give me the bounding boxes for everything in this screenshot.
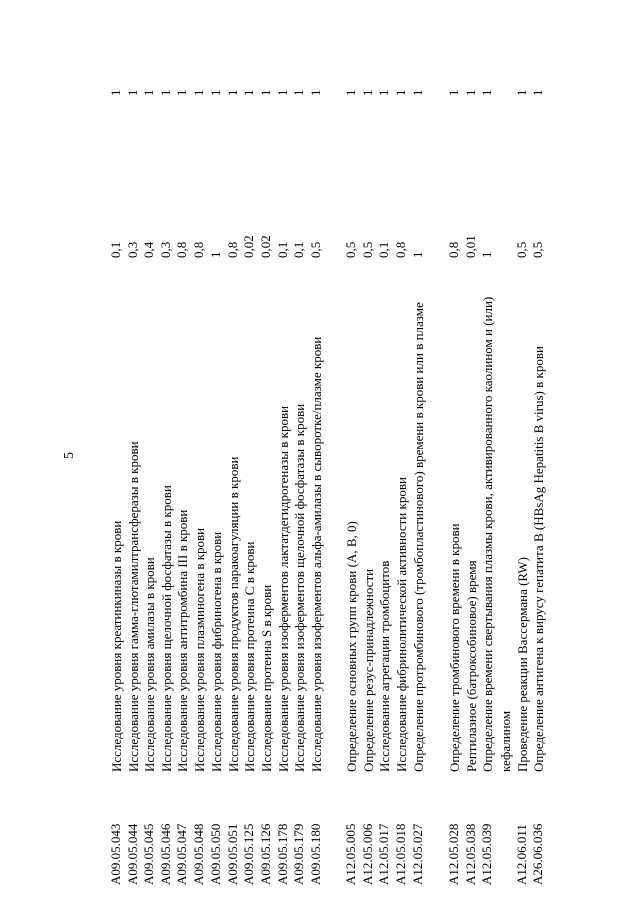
- service-name: Определение основных групп крови (A, B, 0): [344, 521, 359, 772]
- service-name: Проведение реакции Вассермана (RW): [515, 557, 530, 772]
- service-name: Определение протромбинового (тромбопластинового) времени в крови или в плазме: [411, 302, 426, 772]
- service-code: A09.05.044: [125, 823, 140, 885]
- multiplicity-value: 1: [208, 89, 223, 96]
- service-code: A09.05.180: [308, 823, 323, 885]
- frequency-value: 0,8: [225, 241, 240, 258]
- service-code: A09.05.046: [158, 823, 173, 885]
- frequency-value: 0,5: [514, 241, 529, 258]
- service-name: Исследование уровня плазминогена в крови: [192, 527, 207, 772]
- multiplicity-value: 1: [463, 89, 478, 96]
- frequency-value: 0,3: [158, 241, 173, 258]
- frequency-value: 0,5: [530, 241, 545, 258]
- frequency-value: 1: [479, 251, 494, 258]
- service-name: Определение антигена к вирусу гепатита B (HBsAg Hepatitis B virus) в крови: [531, 346, 546, 772]
- service-code: A12.05.006: [360, 823, 375, 885]
- service-name: Исследование уровня антитромбина III в крови: [175, 509, 190, 772]
- frequency-value: 1: [208, 251, 223, 258]
- service-name: Рептилазное (батроксобиновое) время: [464, 560, 479, 772]
- service-name: Исследование уровня изоферментов щелочной фосфатазы в крови: [292, 403, 307, 772]
- service-name: Исследование уровня креатинкиназы в крови: [109, 520, 124, 772]
- service-name: Определение резус-принадлежности: [361, 568, 376, 772]
- frequency-value: 0,8: [191, 241, 206, 258]
- service-code: A12.06.011: [514, 824, 529, 885]
- multiplicity-value: 1: [343, 89, 358, 96]
- multiplicity-value: 1: [291, 89, 306, 96]
- frequency-value: 0,1: [275, 241, 290, 258]
- multiplicity-value: 1: [125, 89, 140, 96]
- service-name: Исследование уровня фибриногена в крови: [209, 531, 224, 772]
- frequency-value: 0,8: [174, 241, 189, 258]
- service-code: A12.05.005: [343, 823, 358, 885]
- multiplicity-value: 1: [479, 89, 494, 96]
- service-code: A09.05.179: [291, 823, 306, 885]
- frequency-value: 0,02: [241, 235, 256, 258]
- multiplicity-value: 1: [446, 89, 461, 96]
- multiplicity-value: 1: [141, 89, 156, 96]
- multiplicity-value: 1: [241, 89, 256, 96]
- service-code: A12.05.039: [479, 823, 494, 885]
- frequency-value: 0,1: [291, 241, 306, 258]
- service-name: Исследование уровня амилазы в крови: [142, 557, 157, 772]
- multiplicity-value: 1: [108, 89, 123, 96]
- service-name: Исследование агрегации тромбоцитов: [377, 560, 392, 772]
- service-code: A12.05.017: [376, 823, 391, 885]
- service-name: Исследование фибринолитической активности крови: [394, 477, 409, 772]
- service-code: A09.05.126: [258, 823, 273, 885]
- multiplicity-value: 1: [360, 89, 375, 96]
- service-name: Исследование уровня изоферментов лактатдегидрогеназы в крови: [276, 405, 291, 772]
- service-code: A12.05.018: [393, 823, 408, 885]
- frequency-value: 0,1: [376, 241, 391, 258]
- service-code: A09.05.050: [208, 823, 223, 885]
- service-code: A12.05.027: [410, 823, 425, 885]
- frequency-value: 0,8: [446, 241, 461, 258]
- service-name: Исследование уровня гамма-глютамилтрансферазы в крови: [126, 441, 141, 772]
- multiplicity-value: 1: [174, 89, 189, 96]
- service-name: Определение тромбинового времени в крови: [447, 523, 462, 772]
- service-name: Исследование уровня протеина C в крови: [242, 541, 257, 772]
- service-code: A12.05.028: [446, 823, 461, 885]
- multiplicity-value: 1: [308, 89, 323, 96]
- frequency-value: 0,4: [141, 241, 156, 258]
- service-name: Исследование уровня изоферментов альфа-амилазы в сыворотке/плазме крови: [309, 336, 324, 772]
- service-code: A09.05.051: [225, 823, 240, 885]
- frequency-value: 0,8: [393, 241, 408, 258]
- frequency-value: 0,5: [360, 241, 375, 258]
- service-name: Исследование уровня продуктов паракоагуляции в крови: [226, 456, 241, 772]
- frequency-value: 1: [410, 251, 425, 258]
- service-code: A26.06.036: [530, 823, 545, 885]
- multiplicity-value: 1: [393, 89, 408, 96]
- service-code: A09.05.048: [191, 823, 206, 885]
- service-code: A12.05.038: [463, 823, 478, 885]
- service-code: A09.05.178: [275, 823, 290, 885]
- multiplicity-value: 1: [275, 89, 290, 96]
- service-name: Исследование протеина S в крови: [259, 584, 274, 772]
- service-code: A09.05.045: [141, 823, 156, 885]
- rotated-table: [53, 5, 613, 885]
- multiplicity-value: 1: [514, 89, 529, 96]
- service-name: Определение времени свертывания плазмы крови, активированного каолином и (или) кефалином: [480, 296, 513, 772]
- multiplicity-value: 1: [410, 89, 425, 96]
- frequency-value: 0,5: [308, 241, 323, 258]
- multiplicity-value: 1: [258, 89, 273, 96]
- page-number: 5: [62, 452, 77, 459]
- multiplicity-value: 1: [225, 89, 240, 96]
- frequency-value: 0,01: [463, 235, 478, 258]
- service-code: A09.05.043: [108, 823, 123, 885]
- multiplicity-value: 1: [530, 89, 545, 96]
- frequency-value: 0,02: [258, 235, 273, 258]
- multiplicity-value: 1: [376, 89, 391, 96]
- service-code: A09.05.047: [174, 823, 189, 885]
- multiplicity-value: 1: [158, 89, 173, 96]
- service-name: Исследование уровня щелочной фосфатазы в крови: [159, 485, 174, 772]
- frequency-value: 0,5: [343, 241, 358, 258]
- frequency-value: 0,1: [108, 241, 123, 258]
- multiplicity-value: 1: [191, 89, 206, 96]
- service-code: A09.05.125: [241, 823, 256, 885]
- frequency-value: 0,3: [125, 241, 140, 258]
